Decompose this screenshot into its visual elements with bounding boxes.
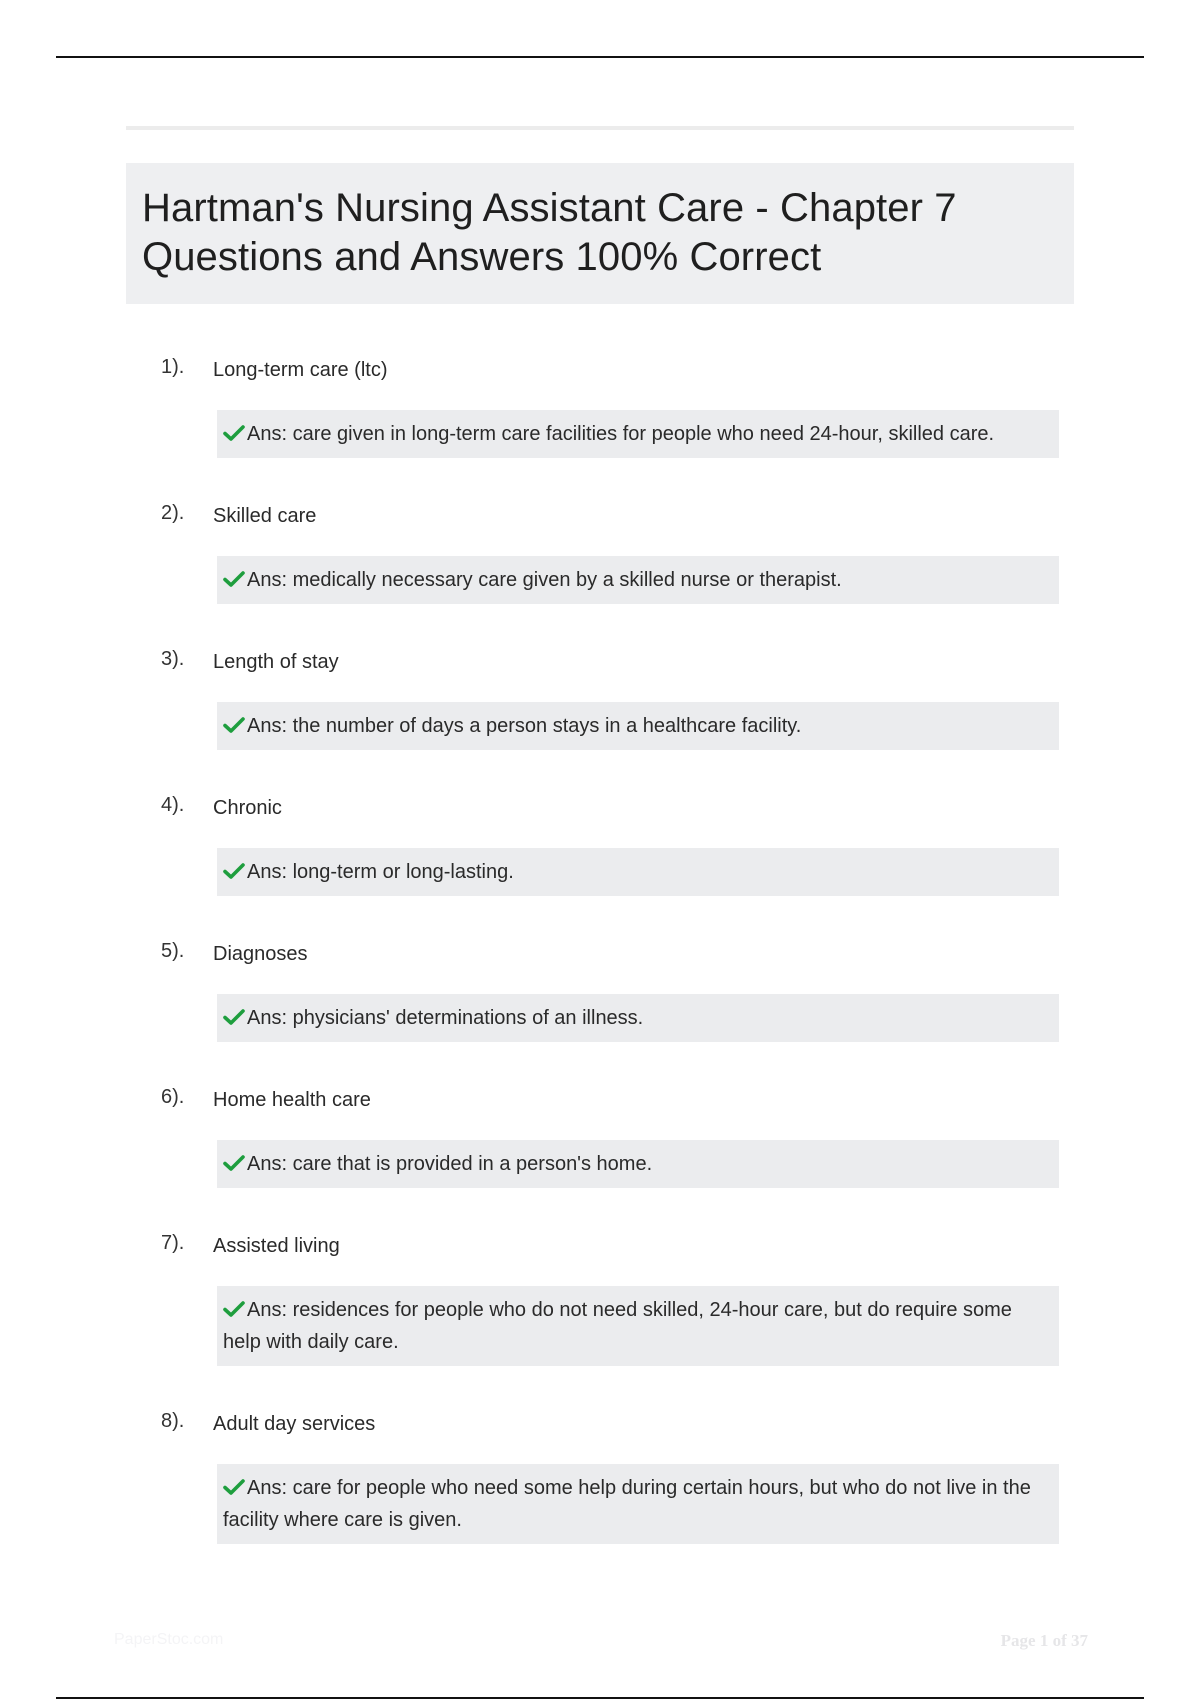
qa-item [0, 496, 1200, 642]
answer-box [217, 1286, 1059, 1366]
question-term: Diagnoses [213, 943, 308, 965]
answer-text: Ans: physicians' determinations of an illness. [247, 1007, 644, 1029]
qa-item [0, 350, 1200, 496]
answer-text: Ans: residences for people who do not need skilled, 24-hour care, but do require some help with daily care. [223, 1299, 1012, 1353]
title-banner [126, 163, 1074, 304]
qa-item [0, 1404, 1200, 1582]
page-indicator: Page 1 of 37 [1000, 1631, 1088, 1650]
answer-text: Ans: care for people who need some help during certain hours, but who do not live in the facility where care is given. [223, 1477, 1031, 1531]
qa-item [0, 934, 1200, 1080]
answer-box [217, 410, 1059, 458]
checkmark-icon [223, 862, 245, 880]
answer-text: Ans: long-term or long-lasting. [247, 861, 514, 883]
question-term: Home health care [213, 1089, 371, 1111]
answer-box [217, 1464, 1059, 1544]
question-number: 3). [161, 648, 185, 670]
bottom-rule [56, 1697, 1144, 1699]
question-number: 7). [161, 1232, 185, 1254]
question-term: Length of stay [213, 651, 339, 673]
question-number: 5). [161, 940, 185, 962]
question-number: 4). [161, 794, 185, 816]
answer-box [217, 556, 1059, 604]
answer-box [217, 848, 1059, 896]
answer-box [217, 1140, 1059, 1188]
answer-text: Ans: medically necessary care given by a skilled nurse or therapist. [247, 569, 842, 591]
checkmark-icon [223, 1478, 245, 1496]
checkmark-icon [223, 1008, 245, 1026]
question-number: 6). [161, 1086, 185, 1108]
checkmark-icon [223, 570, 245, 588]
answer-box [217, 702, 1059, 750]
checkmark-icon [223, 1154, 245, 1172]
answer-box [217, 994, 1059, 1042]
qa-item [0, 1080, 1200, 1226]
document-title: Hartman's Nursing Assistant Care - Chapter 7 Questions and Answers 100% Correct [142, 186, 957, 279]
question-number: 8). [161, 1410, 185, 1432]
checkmark-icon [223, 424, 245, 442]
qa-item [0, 1226, 1200, 1404]
question-term: Skilled care [213, 505, 317, 527]
question-term: Assisted living [213, 1235, 340, 1257]
qa-item [0, 788, 1200, 934]
answer-text: Ans: the number of days a person stays in a healthcare facility. [247, 715, 802, 737]
answer-text: Ans: care given in long-term care facilities for people who need 24-hour, skilled care. [247, 423, 995, 445]
qa-list [0, 350, 1200, 1582]
question-term: Adult day services [213, 1413, 376, 1435]
top-rule [56, 56, 1144, 58]
question-term: Chronic [213, 797, 282, 819]
qa-item [0, 642, 1200, 788]
sheet-divider [126, 126, 1074, 130]
checkmark-icon [223, 1300, 245, 1318]
question-number: 2). [161, 502, 185, 524]
question-number: 1). [161, 356, 185, 378]
question-term: Long-term care (ltc) [213, 359, 388, 381]
footer-watermark: PaperStoc.com [114, 1631, 224, 1648]
checkmark-icon [223, 716, 245, 734]
answer-text: Ans: care that is provided in a person's home. [247, 1153, 653, 1175]
